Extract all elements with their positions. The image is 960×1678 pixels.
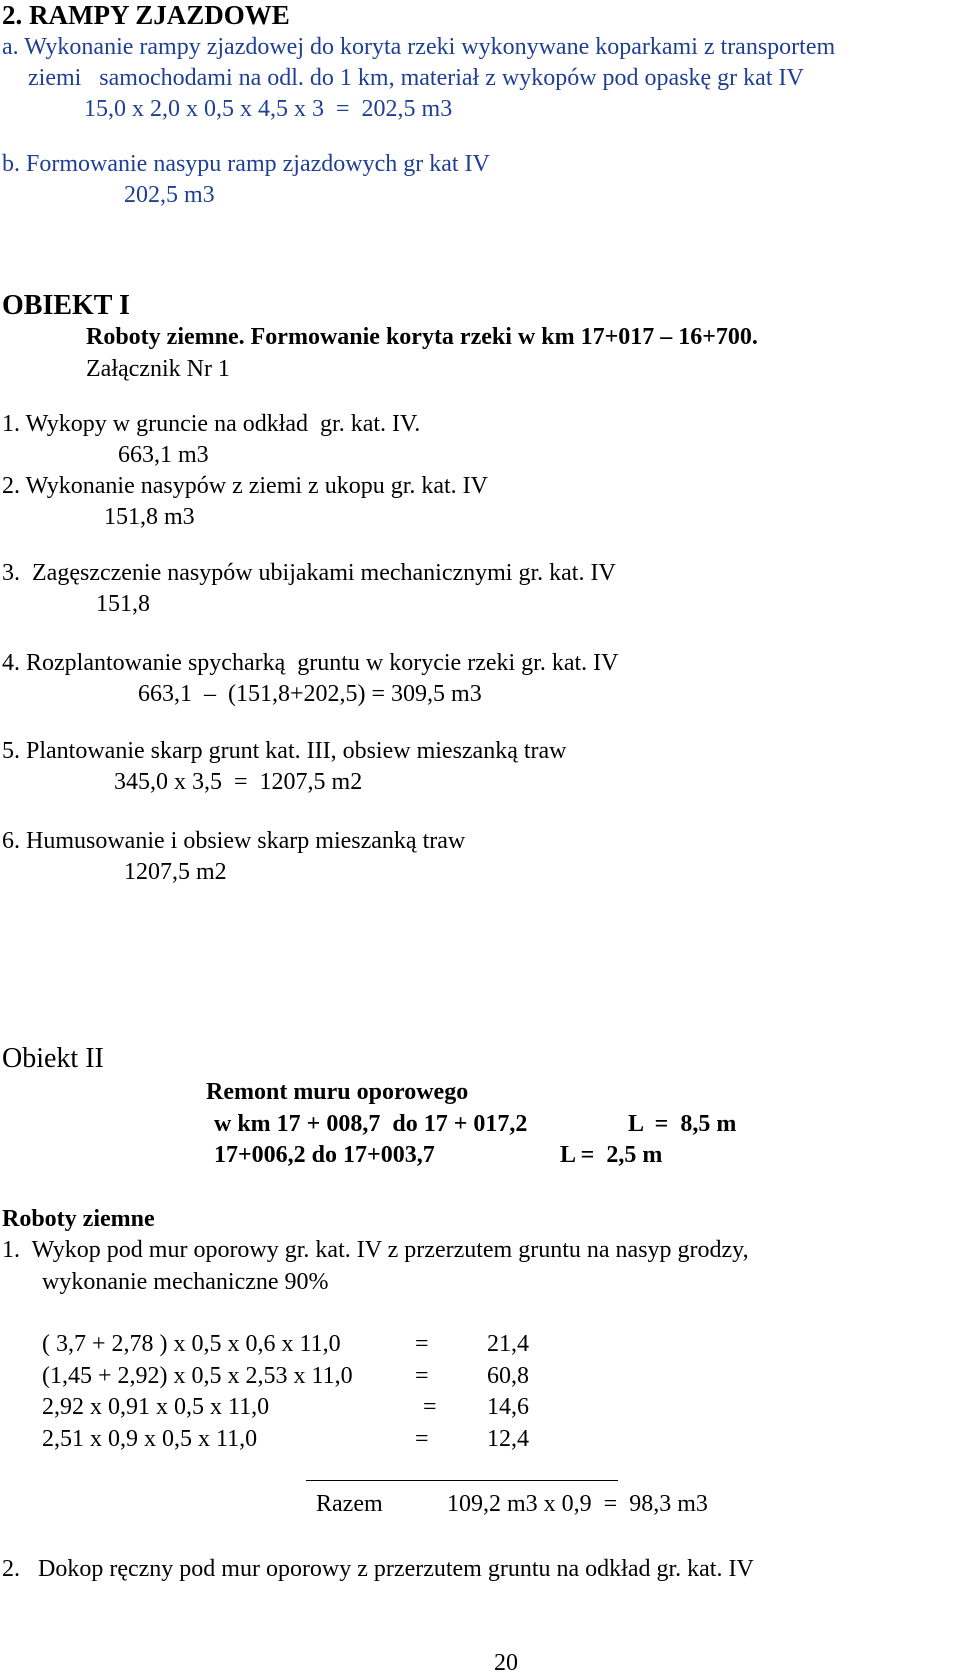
total-underline (306, 1480, 618, 1481)
calc-row-3-expr: 2,92 x 0,91 x 0,5 x 11,0 (42, 1394, 270, 1420)
calc-row-3-eq: = (423, 1394, 437, 1420)
ramps-heading: 2. RAMPY ZJAZDOWE (2, 0, 290, 30)
obiekt1-item-1-value: 663,1 m3 (118, 442, 209, 468)
ramps-item-a-line1: a. Wykonanie rampy zjazdowej do koryta rzeki wykonywane koparkami z transportem (2, 34, 836, 60)
ramps-item-b-line: b. Formowanie nasypu ramp zjazdowych gr kat IV (2, 151, 490, 177)
calc-row-2-expr: (1,45 + 2,92) x 0,5 x 2,53 x 11,0 (42, 1363, 353, 1389)
calc-row-3-result: 14,6 (487, 1394, 529, 1420)
obiekt2-section-heading: Roboty ziemne (2, 1206, 155, 1232)
obiekt2-range1-km: w km 17 + 008,7 do 17 + 017,2 (214, 1111, 528, 1137)
obiekt1-item-2: 2. Wykonanie nasypów z ziemi z ukopu gr. kat. IV (2, 473, 488, 499)
obiekt1-item-5-value: 345,0 x 3,5 = 1207,5 m2 (114, 769, 363, 795)
calc-row-1-expr: ( 3,7 + 2,78 ) x 0,5 x 0,6 x 11,0 (42, 1331, 341, 1357)
obiekt1-item-5: 5. Plantowanie skarp grunt kat. III, obsiew mieszanką traw (2, 738, 567, 764)
obiekt1-item-4: 4. Rozplantowanie spycharką gruntu w korycie rzeki gr. kat. IV (2, 650, 619, 676)
total-calc: 109,2 m3 x 0,9 = 98,3 m3 (447, 1491, 708, 1517)
calc-row-1-result: 21,4 (487, 1331, 529, 1357)
calc-row-2-eq: = (415, 1363, 429, 1389)
obiekt2-range1-length: L = 8,5 m (628, 1111, 737, 1137)
obiekt1-item-4-value: 663,1 – (151,8+202,5) = 309,5 m3 (138, 681, 482, 707)
obiekt1-attachment: Załącznik Nr 1 (86, 356, 230, 382)
calc-row-1-eq: = (415, 1331, 429, 1357)
obiekt2-range2-km: 17+006,2 do 17+003,7 (214, 1142, 435, 1168)
obiekt1-item-6: 6. Humusowanie i obsiew skarp mieszanką traw (2, 828, 466, 854)
ramps-item-b-value: 202,5 m3 (124, 182, 215, 208)
calc-row-2-result: 60,8 (487, 1363, 529, 1389)
obiekt1-item-3: 3. Zagęszczenie nasypów ubijakami mechanicznymi gr. kat. IV (2, 560, 616, 586)
obiekt2-range2-length: L = 2,5 m (560, 1142, 663, 1168)
ramps-item-a-calc: 15,0 x 2,0 x 0,5 x 4,5 x 3 = 202,5 m3 (84, 96, 453, 122)
calc-row-4-eq: = (415, 1426, 429, 1452)
obiekt1-item-2-value: 151,8 m3 (104, 504, 195, 530)
obiekt2-item-1-line2: wykonanie mechaniczne 90% (42, 1269, 329, 1295)
obiekt1-subtitle: Roboty ziemne. Formowanie koryta rzeki w km 17+017 – 16+700. (86, 324, 758, 350)
obiekt2-item-1-line1: 1. Wykop pod mur oporowy gr. kat. IV z przerzutem gruntu na nasyp grodzy, (2, 1237, 749, 1263)
page-number: 20 (494, 1650, 518, 1676)
obiekt1-heading: OBIEKT I (2, 290, 130, 321)
calc-row-4-expr: 2,51 x 0,9 x 0,5 x 11,0 (42, 1426, 258, 1452)
obiekt2-heading: Obiekt II (2, 1043, 104, 1074)
total-label: Razem (316, 1491, 383, 1517)
obiekt2-item-2: 2. Dokop ręczny pod mur oporowy z przerzutem gruntu na odkład gr. kat. IV (2, 1556, 754, 1582)
obiekt1-item-1: 1. Wykopy w gruncie na odkład gr. kat. IV. (2, 411, 421, 437)
calc-row-4-result: 12,4 (487, 1426, 529, 1452)
ramps-item-a-line2: ziemi samochodami na odl. do 1 km, materiał z wykopów pod opaskę gr kat IV (28, 65, 804, 91)
obiekt2-title: Remont muru oporowego (206, 1079, 469, 1105)
obiekt1-item-3-value: 151,8 (96, 591, 150, 617)
obiekt1-item-6-value: 1207,5 m2 (124, 859, 227, 885)
